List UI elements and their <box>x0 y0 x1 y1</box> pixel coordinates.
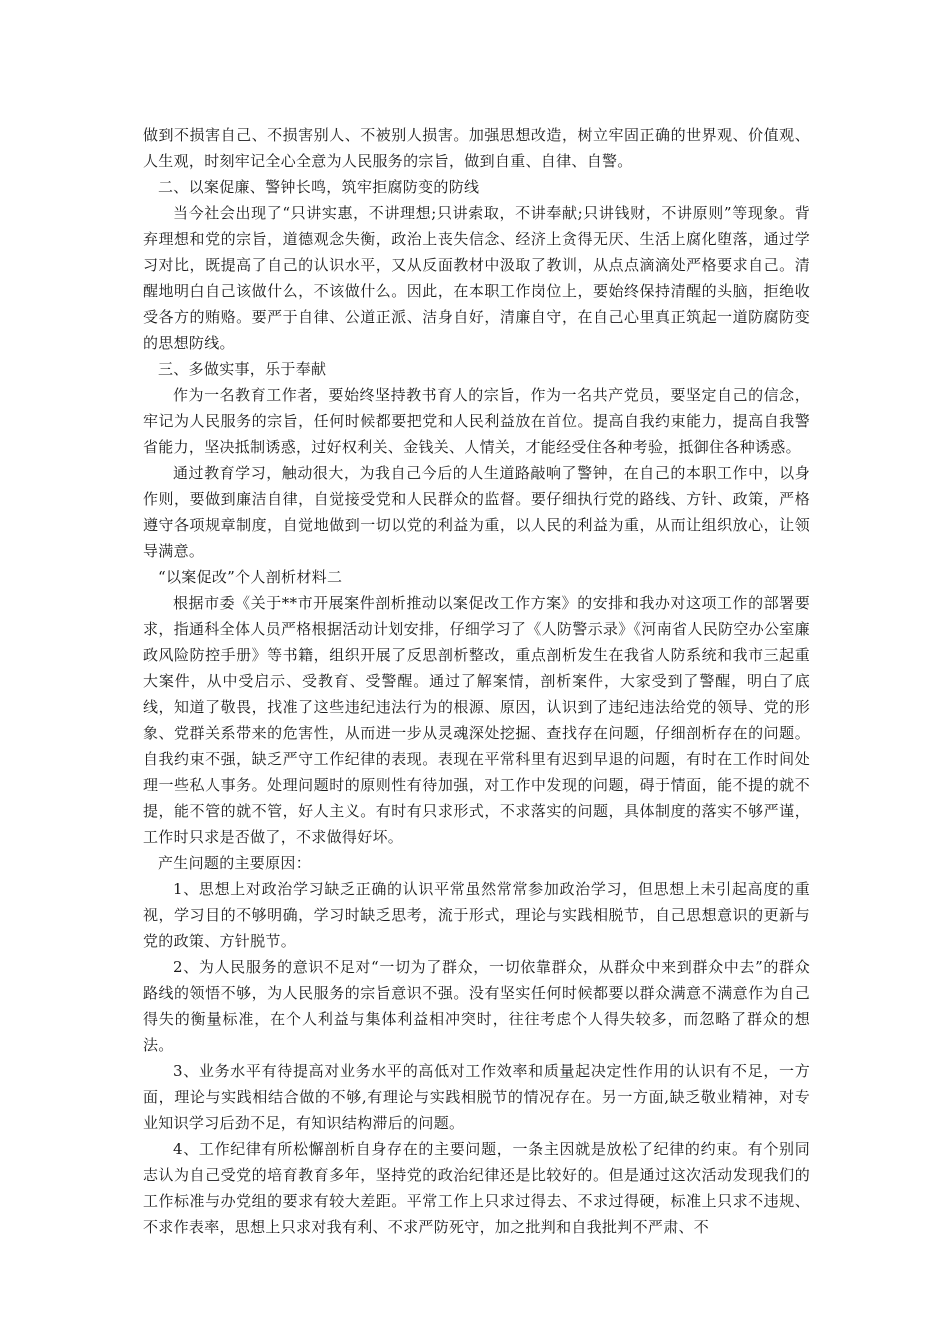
cause-item-1: 1、思想上对政治学习缺乏正确的认识平常虽然常常参加政治学习，但思想上未引起高度的重视，学习目的不够明确，学习时缺乏思考，流于形式，理论与实践相脱节，自己思想意识的更新与党的政策、方针脱节。 <box>143 880 810 950</box>
paragraph: 当今社会出现了“只讲实惠，不讲理想;只讲索取，不讲奉献;只讲钱财，不讲原则”等现象。背弃理想和党的宗旨，道德观念失衡，政治上丧失信念、经济上贪得无厌、生活上腐化堕落，通过学习对比，既提高了自己的认识水平，又从反面教材中汲取了教训，从点点滴滴处严格要求自己。清醒地明白自己该做什么，不该做什么。因此，在本职工作岗位上，要始终保持清醒的头脑，拒绝收受各方的贿赂。要严于自律、公道正派、洁身自好，清廉自守，在自己心里真正筑起一道防腐防变的思想防线。 <box>143 204 810 352</box>
section-heading-2: 二、以案促廉、警钟长鸣，筑牢拒腐防变的防线 <box>158 178 480 196</box>
paragraph: 根据市委《关于**市开展案件剖析推动以案促改工作方案》的安排和我办对这项工作的部署要求，指通科全体人员严格根据活动计划安排，仔细学习了《人防警示录》《河南省人民防空办公室廉政风险防控手册》等书籍，组织开展了反思剖析整改，重点剖析发生在我省人防系统和我市三起重大案件，从中受启示、受教育、受警醒。通过了解案情，剖析案件，大家受到了警醒，明白了底线，知道了敬畏，找准了这些违纪违法行为的根源、原因，认识到了违纪违法给党的领导、党的形象、党群关系带来的危害性，从而进一步从灵魂深处挖掘、查找存在问题，仔细剖析存在的问题。自我约束不强，缺乏严守工作纪律的表现。表现在平常科里有迟到早退的问题，有时在工作时间处理一些私人事务。处理问题时的原则性有待加强，对工作中发现的问题，碍于情面，能不提的就不提，能不管的就不管，好人主义。有时有只求形式，不求落实的问题，具体制度的落实不够严谨，工作时只求是否做了，不求做得好坏。 <box>143 594 810 846</box>
document-page <box>143 122 810 1240</box>
cause-item-2: 2、为人民服务的意识不足对“一切为了群众，一切依靠群众，从群众中来到群众中去”的群众路线的领悟不够，为人民服务的宗旨意识不强。没有坚实任何时候都要以群众满意不满意作为自己得失的衡量标准，在个人利益与集体利益相冲突时，往往考虑个人得失较多，而忽略了群众的想法。 <box>143 958 810 1054</box>
paragraph: 作为一名教育工作者，要始终坚持教书育人的宗旨，作为一名共产党员，要坚定自己的信念，牢记为人民服务的宗旨，任何时候都要把党和人民利益放在首位。提高自我约束能力，提高自我警省能力，坚决抵制诱惑，过好权利关、金钱关、人情关，才能经受住各种考验，抵御住各种诱惑。 <box>143 386 810 456</box>
paragraph: 通过教育学习，触动很大，为我自己今后的人生道路敲响了警钟，在自己的本职工作中，以身作则，要做到廉洁自律，自觉接受党和人民群众的监督。要仔细执行党的路线、方针、政策，严格遵守各项规章制度，自觉地做到一切以党的利益为重，以人民的利益为重，从而让组织放心，让领导满意。 <box>143 464 810 560</box>
continuation-paragraph: 做到不损害自己、不损害别人、不被别人损害。加强思想改造，树立牢固正确的世界观、价值观、人生观，时刻牢记全心全意为人民服务的宗旨，做到自重、自律、自警。 <box>143 126 810 170</box>
section-heading-3: 三、多做实事，乐于奉献 <box>158 360 327 378</box>
causes-heading: 产生问题的主要原因： <box>158 854 312 872</box>
cause-item-4: 4、工作纪律有所松懈剖析自身存在的主要问题，一条主因就是放松了纪律的约束。有个别同志认为自己受党的培育教育多年，坚持党的政治纪律还是比较好的。但是通过这次活动发现我们的工作标准与办党组的要求有较大差距。平常工作上只求过得去、不求过得硬，标准上只求不违规、不求作表率，思想上只求对我有利、不求严防死守，加之批判和自我批判不严肃、不 <box>143 1140 810 1236</box>
cause-item-3: 3、业务水平有待提高对业务水平的高低对工作效率和质量起决定性作用的认识有不足，一方面，理论与实践相结合做的不够,有理论与实践相脱节的情况存在。另一方面,缺乏敬业精神，对专业知识学习后劲不足，有知识结构滞后的问题。 <box>143 1062 810 1132</box>
document-title-2: “以案促改”个人剖析材料二 <box>158 568 343 586</box>
